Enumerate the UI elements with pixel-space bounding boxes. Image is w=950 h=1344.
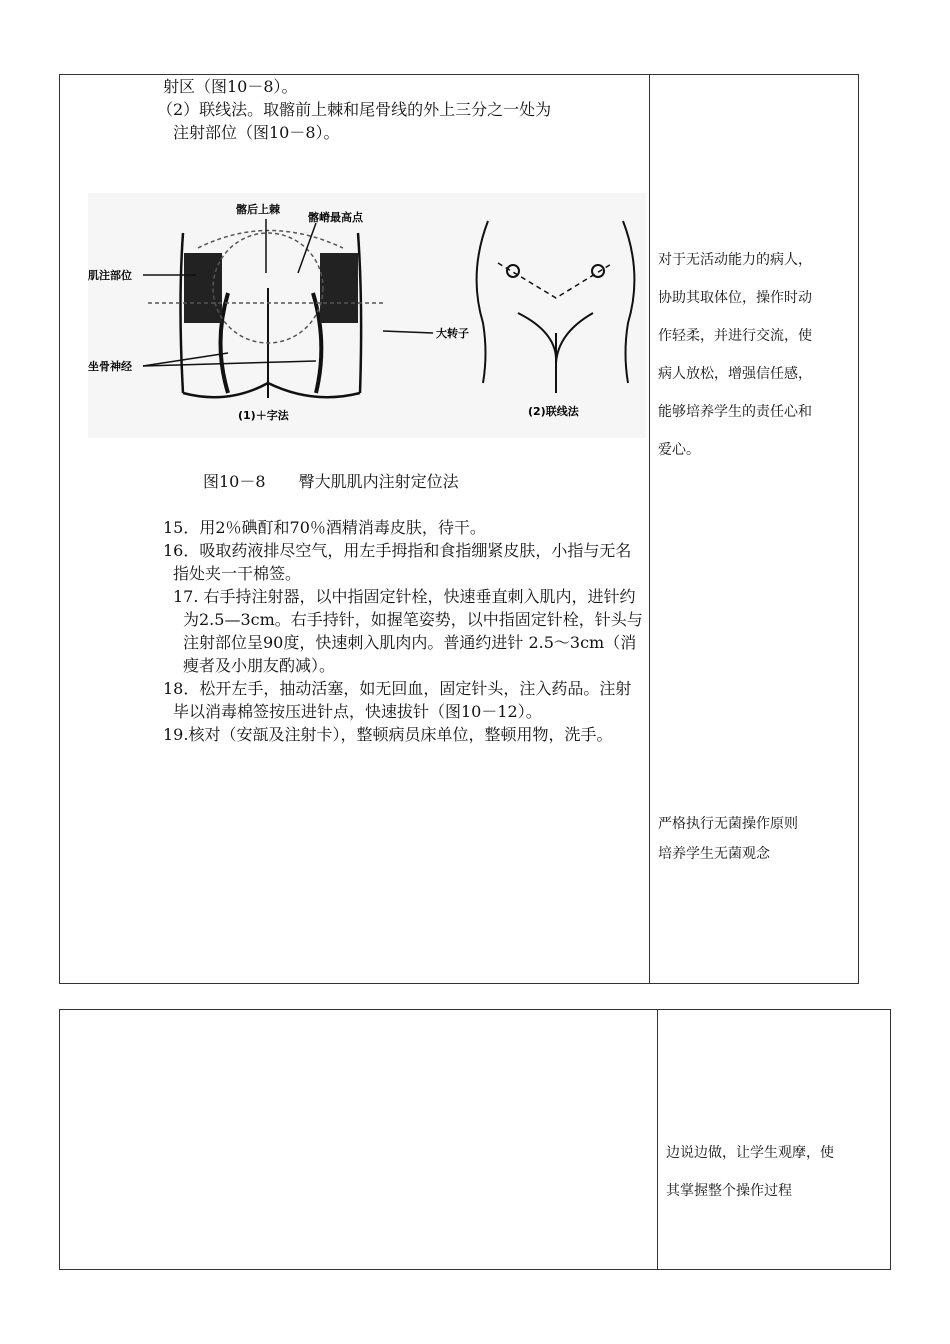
injection-site-figure <box>88 193 646 438</box>
text-line-3: 注射部位（图10－8）。 <box>173 123 340 142</box>
note1-line: 爱心。 <box>658 442 700 458</box>
step-17: 17. 右手持注射器，以中指固定针栓，快速垂直刺入肌内，进针约为2.5—3cm。右手持针，如握笔姿势，以中指固定针栓，针头与注射部位呈90度，快速刺入肌肉内。普通约进针 2.5～3cm（消瘦者及小朋友酌减）。 <box>173 587 643 675</box>
main-content <box>157 75 643 144</box>
note2-line: 严格执行无菌操作原则 <box>658 816 798 832</box>
note-demonstration <box>666 1134 881 1210</box>
step-19: 19.核对（安瓿及注射卡），整顿病员床单位，整顿用物，洗手。 <box>163 725 613 744</box>
text-line-1: 射区（图10－8）。 <box>163 77 298 96</box>
label-iliac-posterior: 髂后上棘 <box>236 203 280 216</box>
table-2 <box>59 1009 891 1270</box>
label-line-method: (2)联线法 <box>528 405 579 418</box>
note3-line: 其掌握整个操作过程 <box>666 1183 792 1199</box>
label-greater-trochanter: 大转子 <box>436 327 469 340</box>
step-18: 18．松开左手，抽动活塞，如无回血，固定针头，注入药品。注射毕以消毒棉签按压进针点，快速拔针（图10－12）。 <box>163 679 632 721</box>
label-iliac-crest: 髂嵴最高点 <box>308 211 363 224</box>
note1-line: 对于无活动能力的病人， <box>658 252 812 268</box>
label-cross-method: (1)＋字法 <box>238 409 289 422</box>
label-muscle-site: 肌注部位 <box>88 269 132 282</box>
note-patient-care <box>658 241 848 469</box>
note2-line: 培养学生无菌观念 <box>658 846 770 862</box>
figure-caption <box>203 469 487 492</box>
caption-text: 臀大肌肌内注射定位法 <box>298 472 459 491</box>
note1-line: 能够培养学生的责任心和 <box>658 404 812 420</box>
table-1 <box>59 74 859 984</box>
note1-line: 协助其取体位，操作时动 <box>658 290 812 306</box>
buttock-diagram <box>88 193 646 438</box>
text-line-2: （2）联线法。取髂前上棘和尾骨线的外上三分之一处为 <box>157 100 552 119</box>
step-15: 15．用2％碘酊和70％酒精消毒皮肤，待干。 <box>163 518 486 537</box>
step-16: 16．吸取药液排尽空气，用左手拇指和食指绷紧皮肤，小指与无名指处夹一干棉签。 <box>163 541 632 583</box>
note-aseptic <box>658 809 848 869</box>
note1-line: 病人放松，增强信任感， <box>658 366 812 382</box>
column-divider <box>649 75 650 983</box>
caption-number: 图10－8 <box>203 472 266 491</box>
note1-line: 作轻柔，并进行交流，使 <box>658 328 812 344</box>
column-divider <box>657 1010 658 1269</box>
label-sciatic-nerve: 坐骨神经 <box>88 360 132 373</box>
note3-line: 边说边做，让学生观摩，使 <box>666 1145 834 1161</box>
steps-list <box>163 516 643 746</box>
